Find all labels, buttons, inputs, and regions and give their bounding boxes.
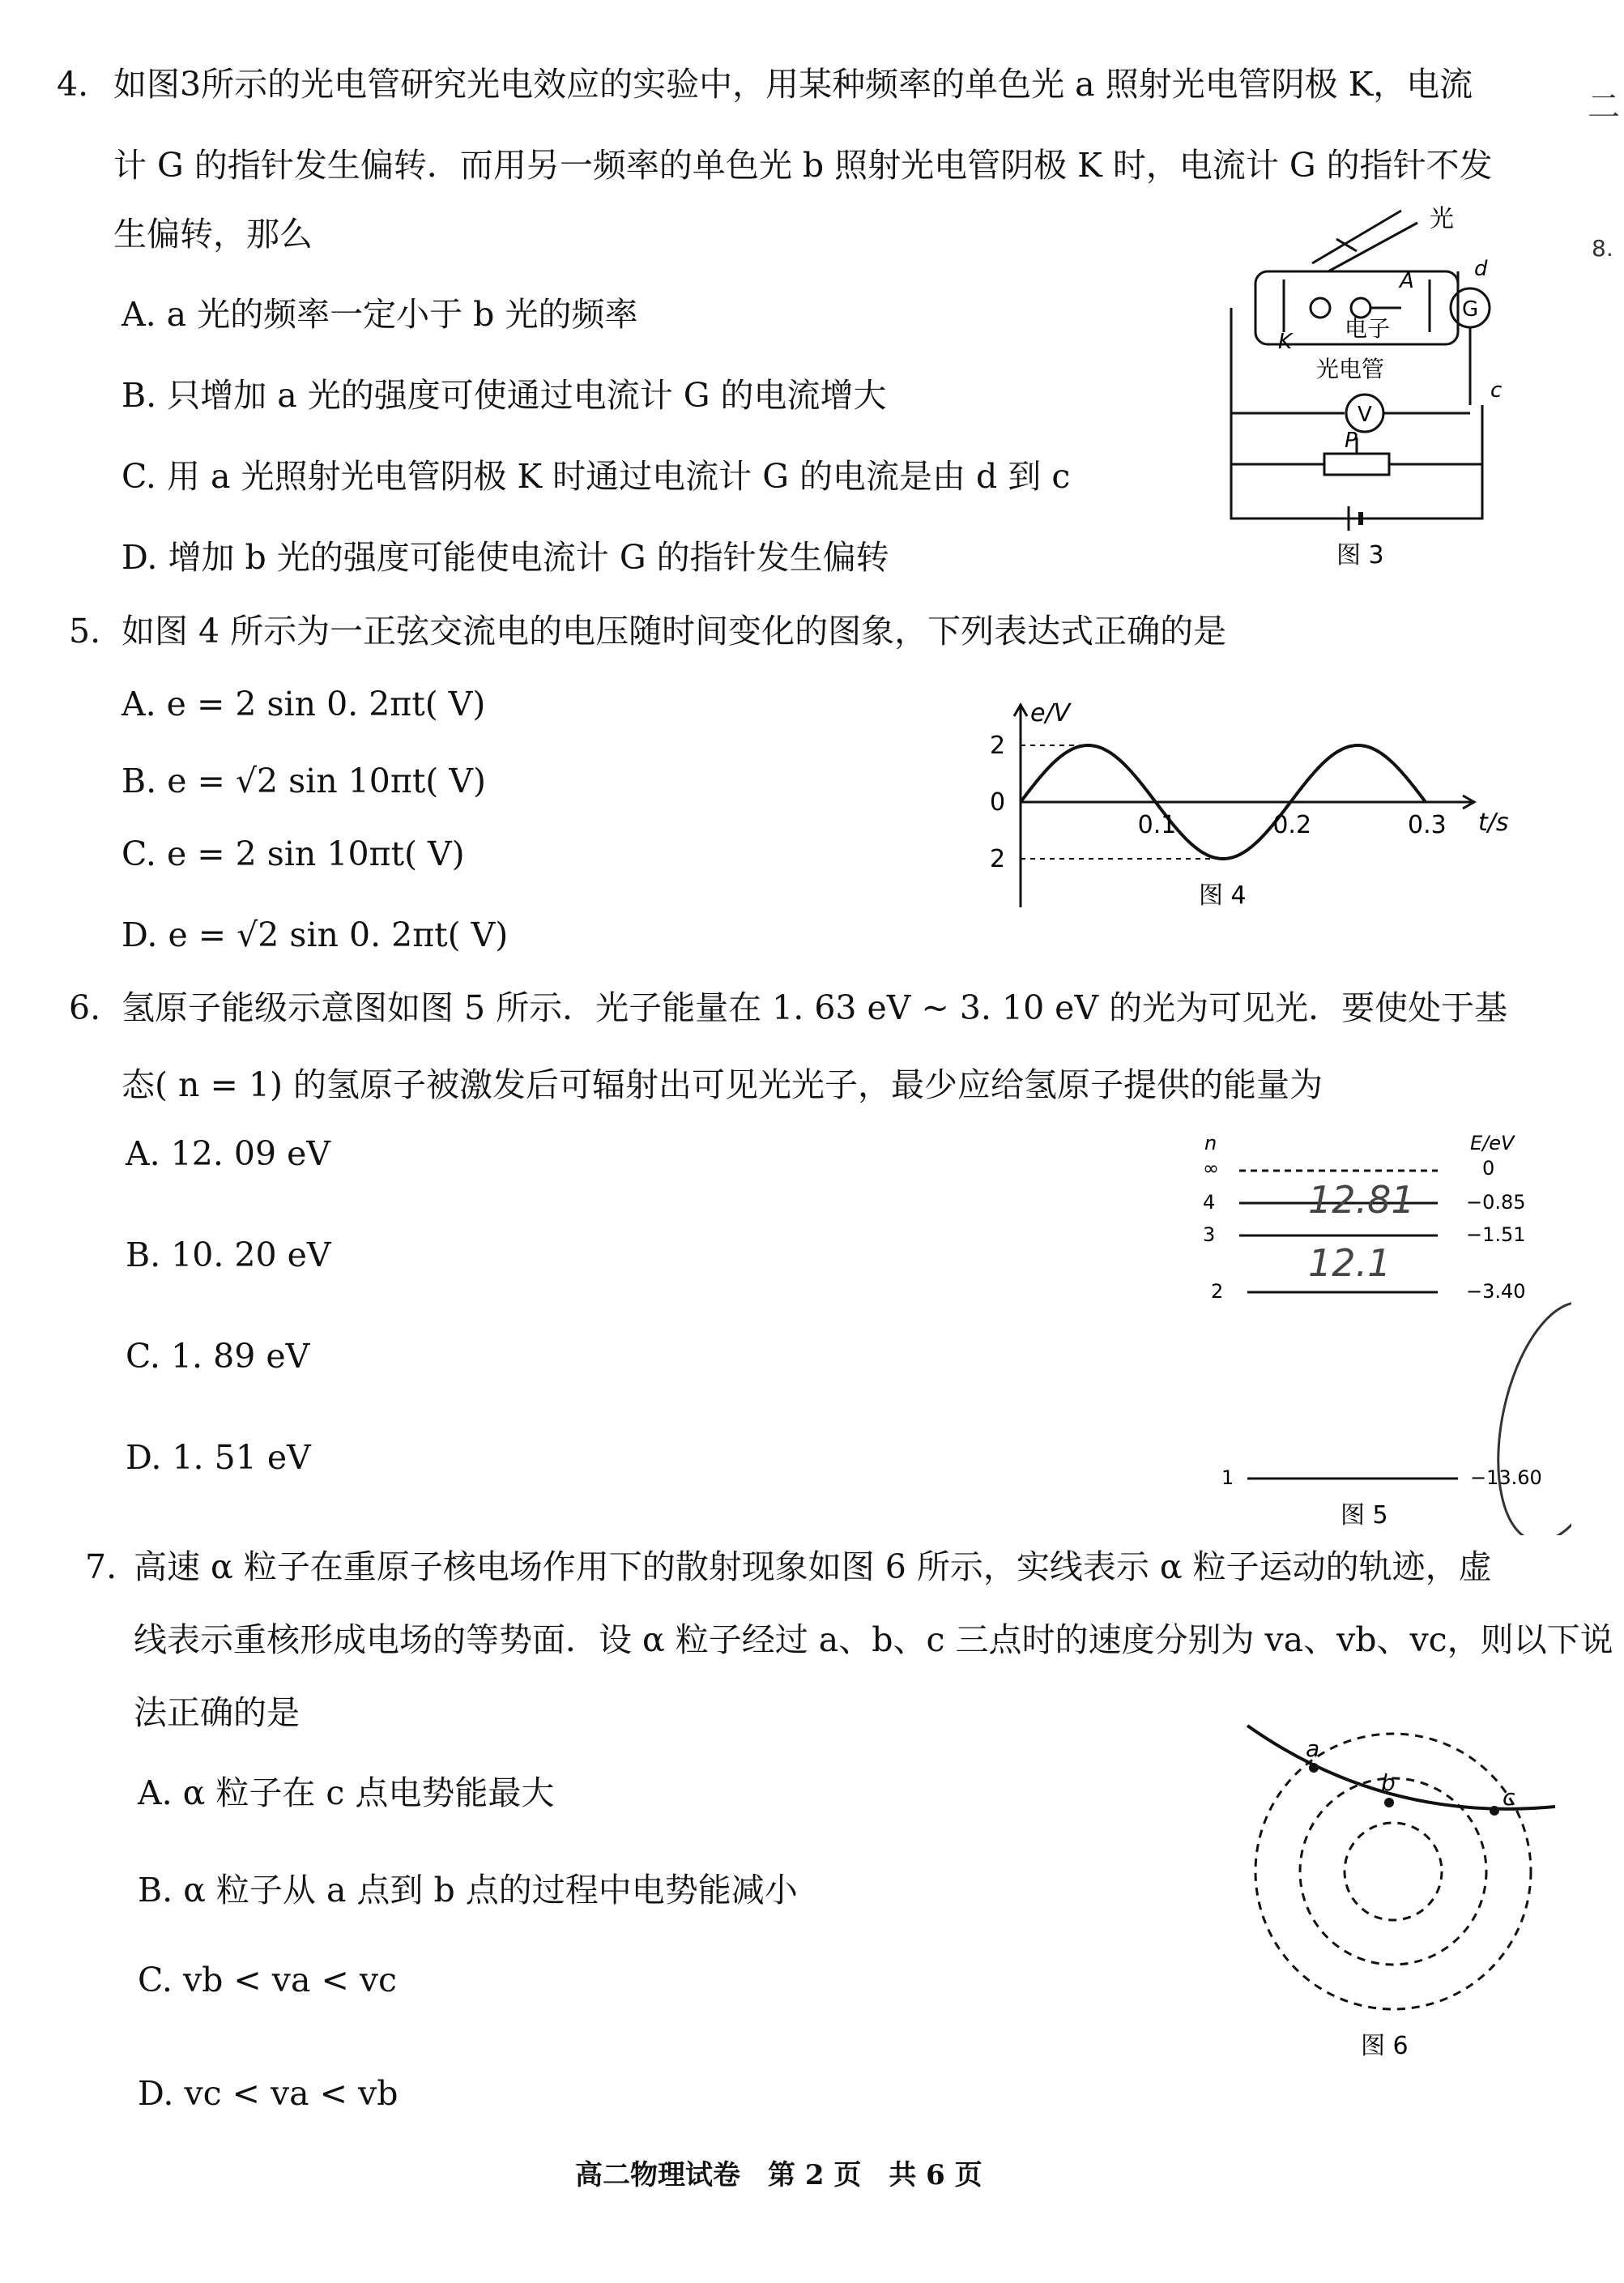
fig6-caption: 图 6 bbox=[1361, 2032, 1409, 2060]
q4-line-2: 计 G 的指针发生偏转．而用另一频率的单色光 b 照射光电管阴极 K 时，电流计 G 的指针不发 bbox=[113, 146, 1493, 185]
q4-option-c: C. 用 a 光照射光电管阴极 K 时通过电流计 G 的电流是由 d 到 c bbox=[121, 457, 1071, 496]
y-tick-label: 2 bbox=[990, 845, 1006, 873]
handwritten-note: 12.1 bbox=[1308, 1241, 1392, 1285]
figure-5-energy-levels bbox=[1191, 1130, 1571, 1535]
fig5-level-e: −3.40 bbox=[1466, 1280, 1526, 1303]
fig3-d-label: d bbox=[1474, 257, 1488, 281]
q4-line-1: 如图3所示的光电管研究光电效应的实验中，用某种频率的单色光 a 照射光电管阴极 K，电流 bbox=[113, 65, 1473, 104]
q7-option-b: B. α 粒子从 a 点到 b 点的过程中电势能减小 bbox=[138, 1871, 798, 1910]
x-tick-label: 0.1 bbox=[1137, 811, 1177, 839]
q5-option-c: C. e = 2 sin 10πt( V) bbox=[121, 834, 465, 873]
fig3-p-label: P bbox=[1345, 429, 1358, 453]
fig5-level-e: −13.60 bbox=[1470, 1466, 1542, 1489]
fig5-n-label: n bbox=[1204, 1132, 1217, 1154]
q5-option-b: B. e = √2 sin 10πt( V) bbox=[121, 762, 486, 800]
q4-option-d: D. 增加 b 光的强度可能使电流计 G 的指针发生偏转 bbox=[121, 538, 889, 577]
q6-number: 6. bbox=[69, 988, 101, 1027]
fig3-caption: 图 3 bbox=[1336, 541, 1384, 570]
fig3-g-label: G bbox=[1462, 297, 1479, 322]
x-tick-label: 0.2 bbox=[1272, 811, 1312, 839]
q6-option-d: D. 1. 51 eV bbox=[126, 1438, 311, 1477]
fig3-v-label: V bbox=[1358, 403, 1372, 427]
q6-option-c: C. 1. 89 eV bbox=[126, 1337, 310, 1376]
q7-line-1: 高速 α 粒子在重原子核电场作用下的散射现象如图 6 所示，实线表示 α 粒子运动的轨迹，虚 bbox=[134, 1547, 1492, 1586]
q4-line-3: 生偏转，那么 bbox=[113, 215, 313, 254]
q5-option-d: D. e = √2 sin 0. 2πt( V) bbox=[121, 915, 509, 954]
handwritten-note: 12.81 bbox=[1308, 1178, 1415, 1222]
page-footer: 高二物理试卷 第 2 页 共 6 页 bbox=[575, 2159, 982, 2191]
fig3-electron-label: 电子 bbox=[1345, 315, 1391, 342]
fig6-point-c: c bbox=[1503, 1784, 1515, 1811]
margin-mark: 8. bbox=[1592, 235, 1613, 262]
q6-option-b: B. 10. 20 eV bbox=[126, 1235, 331, 1274]
fig5-level-e: −1.51 bbox=[1466, 1223, 1526, 1246]
fig3-k-label: K bbox=[1278, 330, 1293, 354]
x-tick-label: 0.3 bbox=[1408, 811, 1447, 839]
q5-option-a: A. e = 2 sin 0. 2πt( V) bbox=[121, 685, 486, 723]
q7-option-d: D. vc < va < vb bbox=[138, 2074, 399, 2113]
q6-option-a: A. 12. 09 eV bbox=[126, 1134, 330, 1173]
q6-line-1: 氢原子能级示意图如图 5 所示．光子能量在 1. 63 eV ~ 3. 10 eV 的光为可见光．要使处于基 bbox=[121, 988, 1508, 1027]
figure-6-scattering bbox=[1231, 1709, 1571, 2074]
q5-line-1: 如图 4 所示为一正弦交流电的电压随时间变化的图象，下列表达式正确的是 bbox=[121, 612, 1227, 651]
q4-number: 4. bbox=[57, 65, 89, 104]
q7-option-a: A. α 粒子在 c 点电势能最大 bbox=[138, 1773, 555, 1812]
q5-number: 5. bbox=[69, 612, 101, 651]
figure-3-circuit bbox=[1215, 194, 1531, 575]
fig5-caption: 图 5 bbox=[1341, 1501, 1388, 1530]
fig3-light-label: 光 bbox=[1430, 205, 1454, 233]
fig5-level-e: −0.85 bbox=[1466, 1191, 1526, 1214]
figure-4-chart bbox=[956, 689, 1523, 932]
y-axis-label: e/V bbox=[1030, 699, 1071, 728]
fig4-caption: 图 4 bbox=[1199, 881, 1247, 910]
margin-mark: 二 bbox=[1588, 88, 1620, 126]
fig3-a-label: A bbox=[1400, 269, 1414, 293]
q6-line-2: 态( n = 1) 的氢原子被激发后可辐射出可见光光子，最少应给氢原子提供的能量为 bbox=[121, 1065, 1323, 1104]
q7-line-3: 法正确的是 bbox=[134, 1693, 300, 1732]
q4-option-b: B. 只增加 a 光的强度可使通过电流计 G 的电流增大 bbox=[121, 376, 887, 415]
fig5-level-n: 1 bbox=[1221, 1466, 1234, 1489]
fig6-point-a: a bbox=[1306, 1735, 1320, 1762]
fig5-level-n: ∞ bbox=[1203, 1157, 1219, 1180]
q7-option-c: C. vb < va < vc bbox=[138, 1961, 397, 1999]
q7-line-2: 线表示重核形成电场的等势面．设 α 粒子经过 a、b、c 三点时的速度分别为 va、vb、vc，则以下说 bbox=[134, 1620, 1613, 1659]
fig5-level-e: 0 bbox=[1482, 1157, 1495, 1180]
x-axis-label: t/s bbox=[1478, 809, 1509, 837]
y-tick-label: 2 bbox=[990, 732, 1006, 760]
fig5-level-n: 4 bbox=[1203, 1191, 1216, 1214]
q7-number: 7. bbox=[85, 1547, 117, 1586]
q4-option-a: A. a 光的频率一定小于 b 光的频率 bbox=[121, 295, 638, 334]
fig6-point-b: b bbox=[1381, 1769, 1396, 1796]
fig3-c-label: c bbox=[1490, 378, 1503, 403]
fig5-level-n: 2 bbox=[1211, 1280, 1224, 1303]
y-tick-label: 0 bbox=[990, 788, 1006, 817]
fig5-level-n: 3 bbox=[1203, 1223, 1216, 1246]
fig3-tube-label: 光电管 bbox=[1316, 356, 1385, 382]
fig5-e-label: E/eV bbox=[1470, 1132, 1515, 1154]
